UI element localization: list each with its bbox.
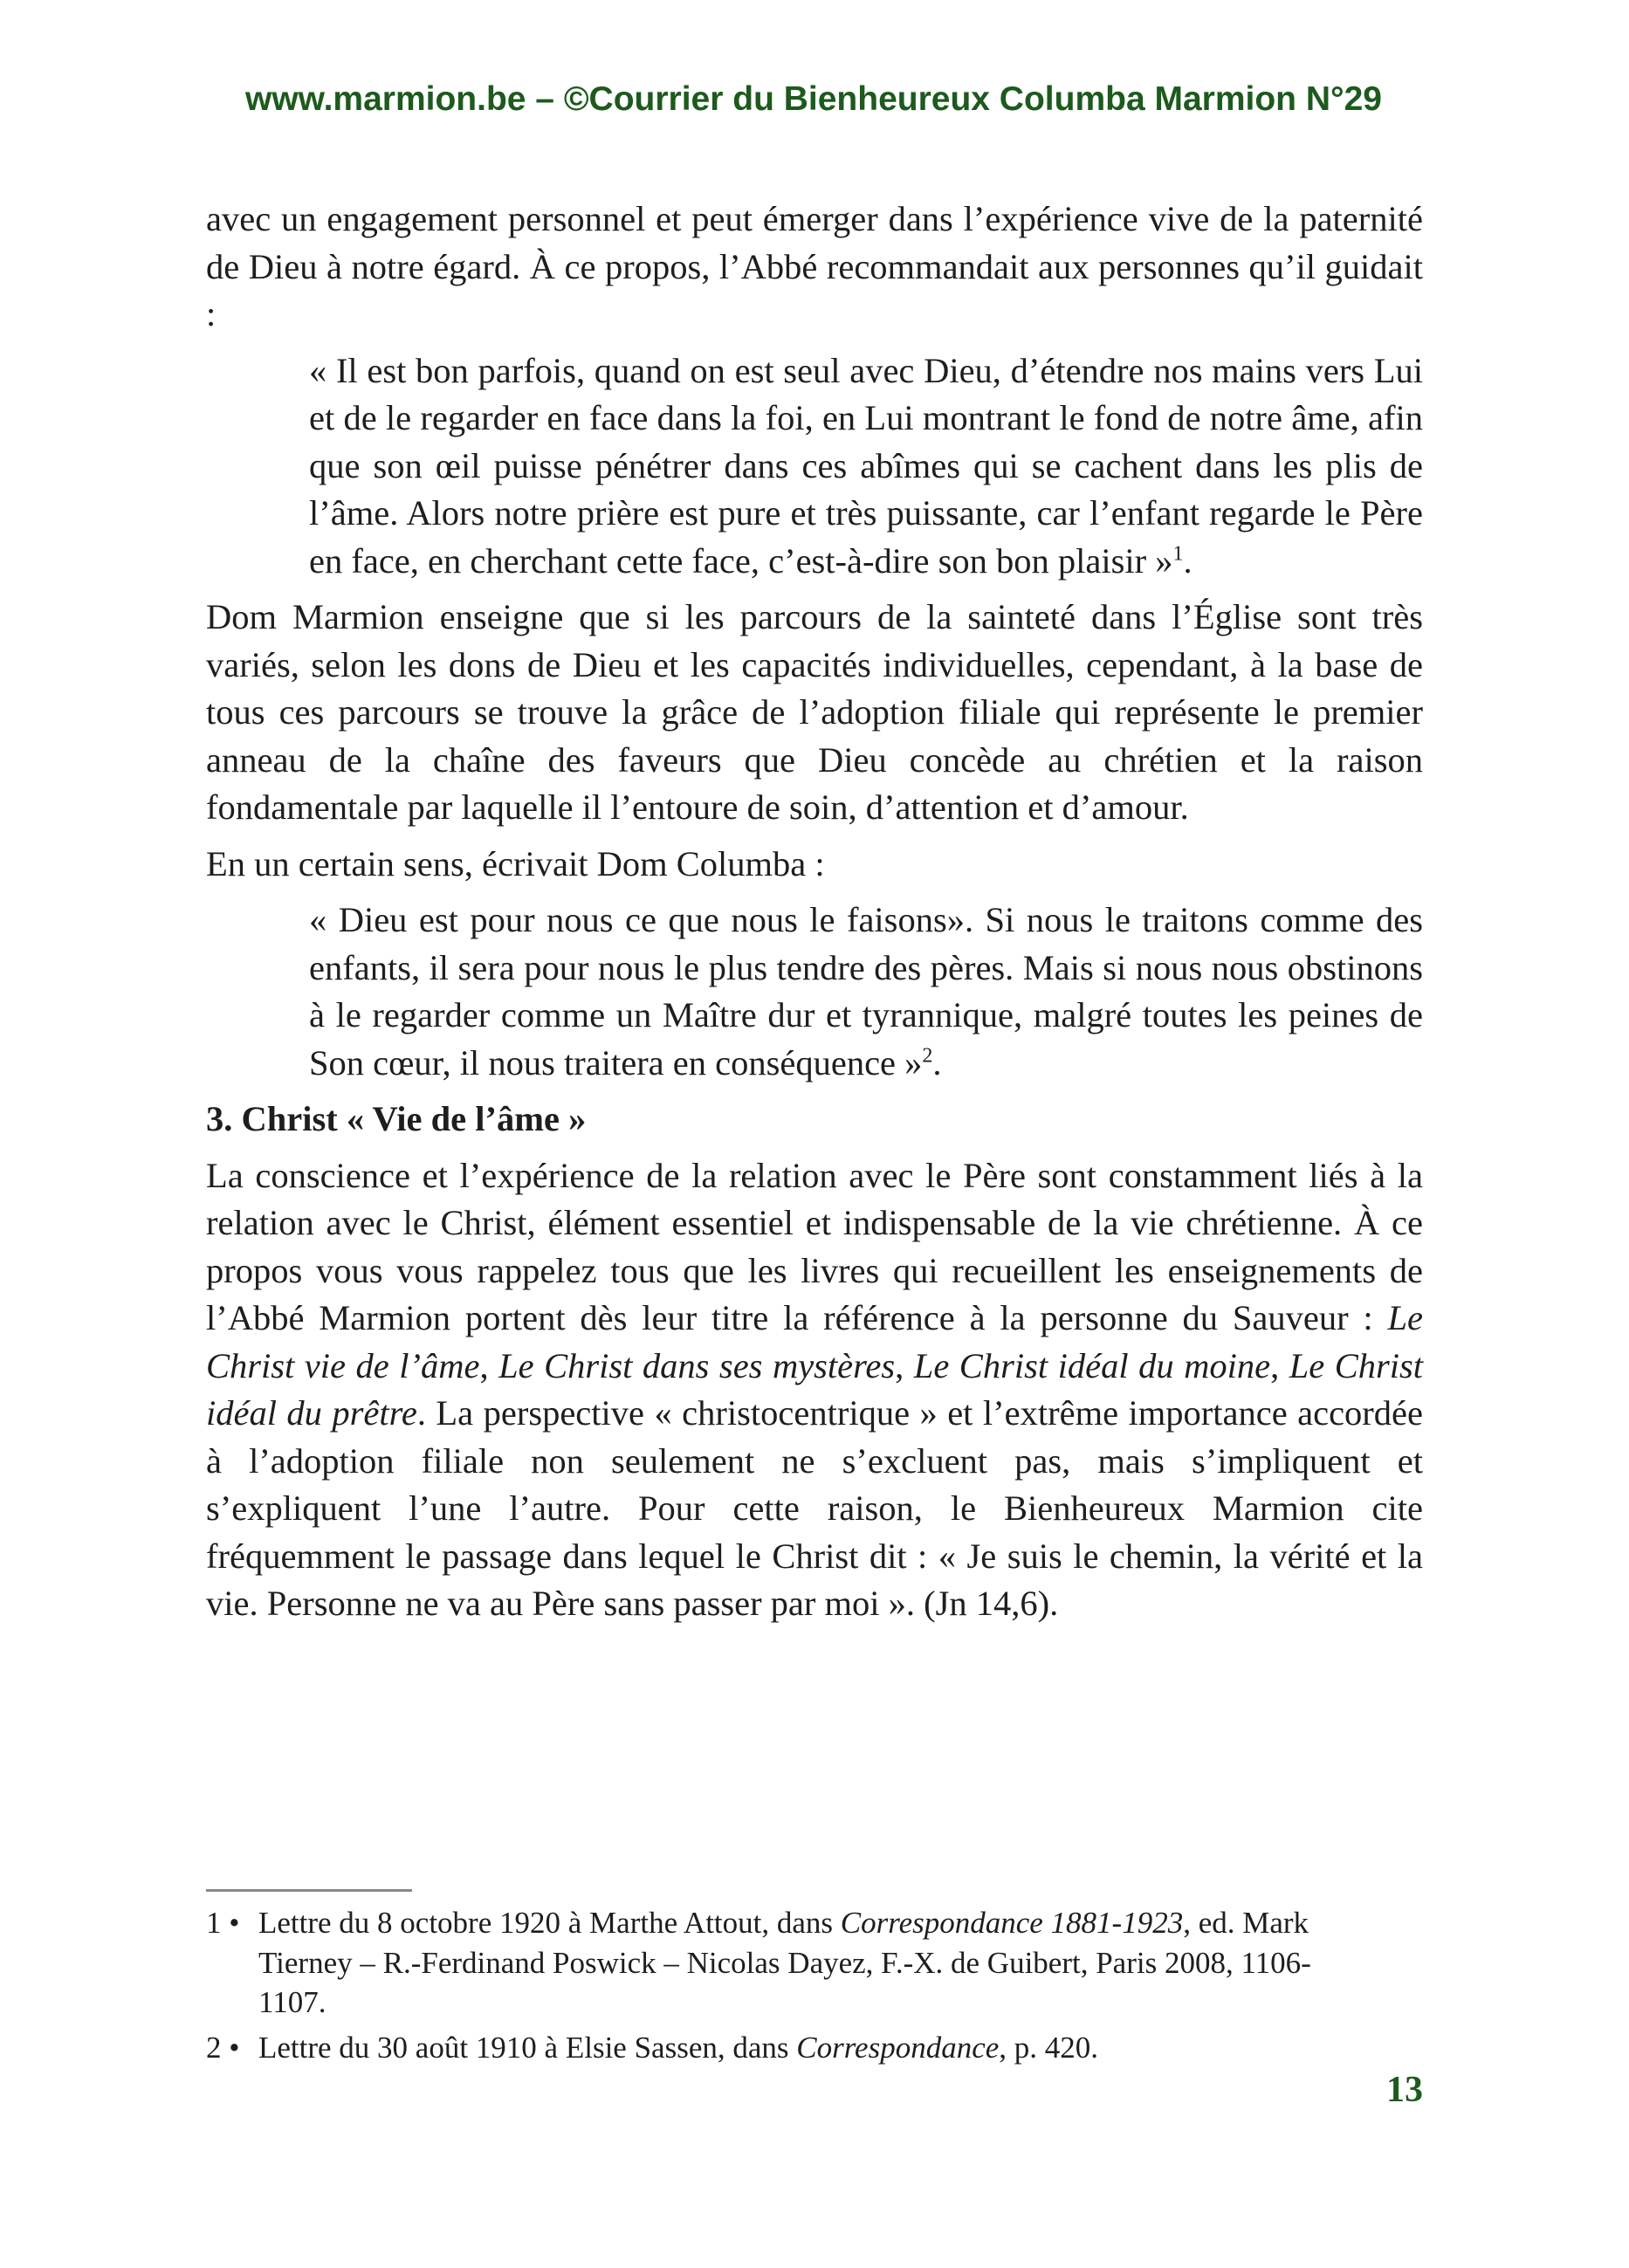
paragraph: En un certain sens, écrivait Dom Columba :: [206, 843, 825, 883]
paragraph-text: . La perspective « christocentrique » et l’extrême importance accordée à l’adoption filiale non seulement ne s’excluent pas, mais s’impliquent et s’expliquent l’une l’autre. Pour cette raison, le Bienheureux Marmion cite fréquemment le passage dans lequel le Christ dit : « Je suis le chemin, la vérité et la vie. Personne ne va au Père sans passer par moi ». (Jn 14,6).: [206, 1393, 1423, 1623]
footnote: [206, 1903, 1358, 2023]
footnote-number: 2 •: [206, 2030, 240, 2065]
block-quote: [206, 347, 1423, 586]
page-number: 13: [1386, 2070, 1423, 2110]
paragraph: [206, 1152, 1423, 1628]
footnote-ref: 1: [1172, 542, 1184, 565]
book-title: Le Christ dans ses mystères: [498, 1345, 896, 1385]
paragraph-text: La conscience et l’expérience de la relation avec le Père sont constamment liés à la relation avec le Christ, élément essentiel et indispensable de la vie chrétienne. À ce propos vous vous rappelez tous que les livres qui recueillent les enseignements de l’Abbé Marmion portent dès leur titre la référence à la personne du Sauveur :: [206, 1155, 1423, 1337]
book-title: Le Christ vie de l’âme: [206, 1298, 1423, 1385]
footnote: [206, 2028, 1358, 2068]
quote-end: .: [932, 1042, 942, 1082]
section-heading: 3. Christ « Vie de l’âme »: [206, 1099, 587, 1138]
separator: ,: [479, 1345, 499, 1385]
quote-text: « Dieu est pour nous ce que nous le faisons». Si nous le traitons comme des enfants, il sera pour nous le plus tendre des pères. Mais si nous nous obstinons à le regarder comme un Maître dur et tyrannique, malgré toutes les peines de Son cœur, il nous traitera en conséquence »: [309, 900, 1423, 1082]
footnote-text: [258, 1903, 1358, 2023]
quote-text: « Il est bon parfois, quand on est seul avec Dieu, d’étendre nos mains vers Lui et de le regarder en face dans la foi, en Lui montrant le fond de notre âme, afin que son œil puisse pénétrer dans ces abîmes qui se cachent dans les plis de l’âme. Alors notre prière est pure et très puissante, car l’enfant regarde le Père en face, en cherchant cette face, c’est-à-dire son bon plaisir »: [309, 350, 1423, 581]
book-title: Le Christ idéal du prêtre: [206, 1345, 1424, 1433]
quote-end: .: [1183, 540, 1193, 581]
running-header: www.marmion.be – ©Courrier du Bienheureux Columba Marmion N°29: [245, 80, 1382, 118]
paragraph: avec un engagement personnel et peut émerger dans l’expérience vive de la paternité de Dieu à notre égard. À ce propos, l’Abbé recommandait aux personnes qu’il guidait :: [206, 199, 1423, 333]
paragraph: Dom Marmion enseigne que si les parcours de la sainteté dans l’Église sont très variés, selon les dons de Dieu et les capacités individuelles, cependant, à la base de tous ces parcours se trouve la grâce de l’adoption filiale qui représente le premier anneau de la chaîne des faveurs que Dieu concède au chrétien et la raison fondamentale par laquelle il l’entoure de soin, d’attention et d’amour.: [206, 597, 1423, 827]
footnote-text-part: , ed. Mark Tierney – R.-Ferdinand Poswick – Nicolas Dayez, F.-X. de Guibert, Paris 2008, 1106-1107.: [258, 1906, 1311, 2019]
footnote-title: Correspondance: [796, 2030, 1000, 2065]
footnote-text-part: Lettre du 8 octobre 1920 à Marthe Attout, dans: [258, 1906, 841, 1940]
block-quote: [206, 897, 1423, 1087]
footnote-number: 1 •: [206, 1906, 240, 1940]
footnote-text-part: , p. 420.: [999, 2030, 1099, 2065]
footnotes: [206, 1903, 1358, 2072]
footnote-divider: [206, 1889, 412, 1892]
footnote-ref: 2: [922, 1044, 933, 1067]
footnote-text: [258, 2028, 1098, 2068]
separator: ,: [895, 1345, 914, 1385]
book-title: Le Christ idéal du moine: [913, 1345, 1271, 1385]
separator: ,: [1270, 1345, 1289, 1385]
footnote-text-part: Lettre du 30 août 1910 à Elsie Sassen, dans: [258, 2030, 797, 2065]
main-text: [206, 196, 1423, 1637]
footnote-title: Correspondance 1881-1923: [840, 1906, 1184, 1940]
